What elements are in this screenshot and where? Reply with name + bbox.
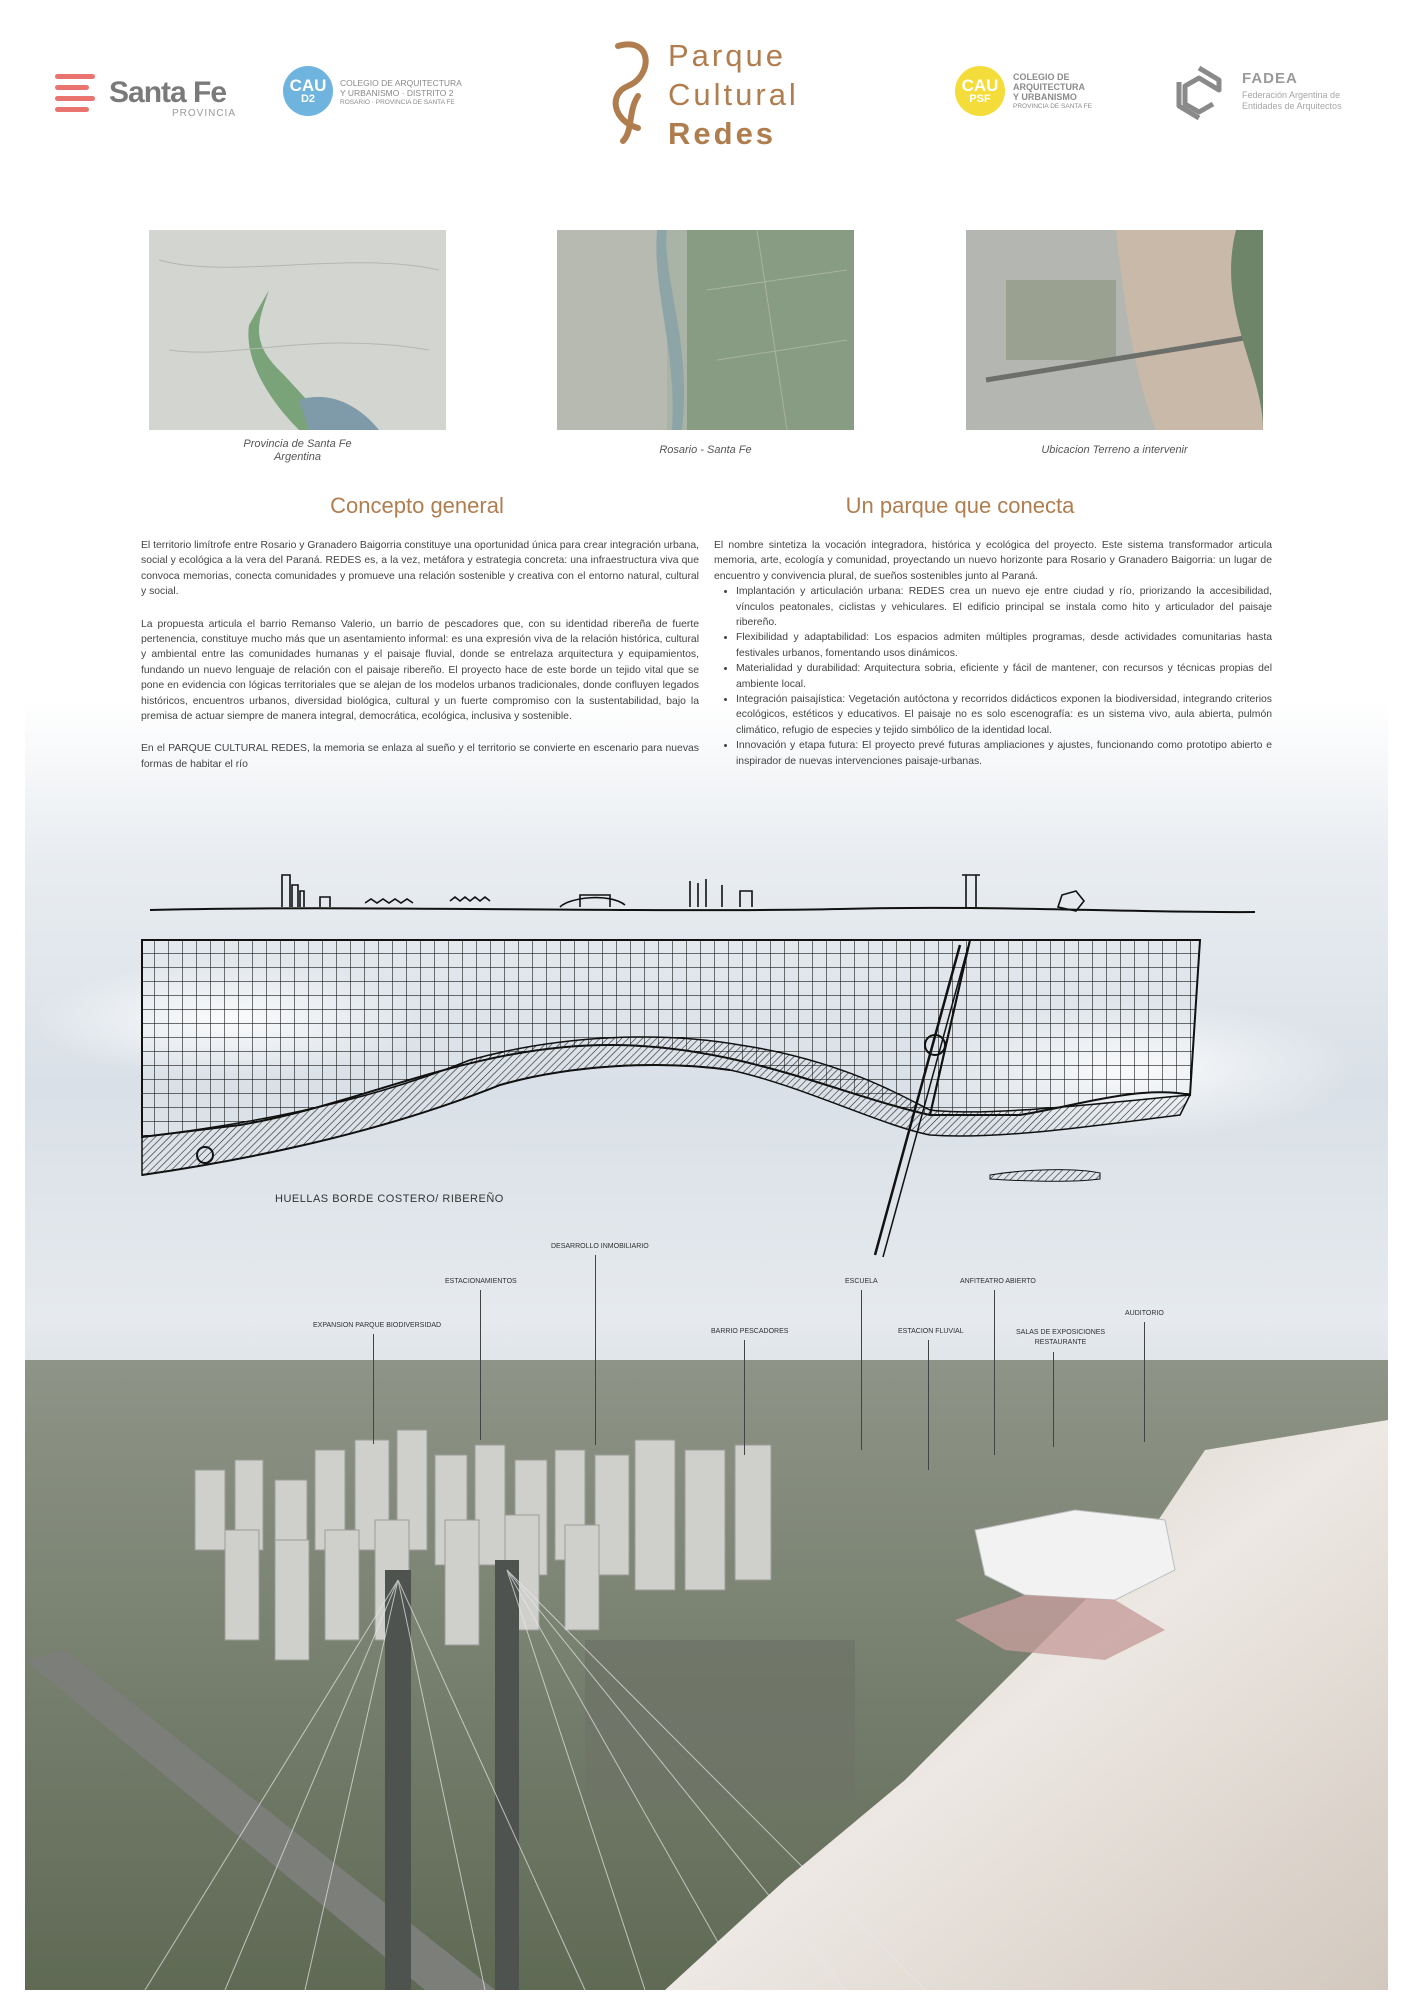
- fadea-logo-icon: [1173, 64, 1225, 120]
- sketch-label: HUELLAS BORDE COSTERO/ RIBEREÑO: [275, 1193, 504, 1205]
- cau-psf-line2: ARQUITECTURA: [1013, 82, 1085, 92]
- map-terreno: [966, 230, 1263, 430]
- map-provincia-image: [149, 230, 446, 430]
- annotation-line: [928, 1340, 929, 1470]
- map-terreno-image: [966, 230, 1263, 430]
- cau-d2-line2: Y URBANISMO · DISTRITO 2: [340, 88, 454, 98]
- annotation-line: [373, 1334, 374, 1444]
- annotation-salas-line1: SALAS DE EXPOSICIONES: [1016, 1329, 1106, 1336]
- annotation-estacion: ESTACION FLUVIAL: [898, 1328, 964, 1335]
- concepto-paragraph-3: En el PARQUE CULTURAL REDES, la memoria se enlaza al sueño y el territorio se convierte en escenario para nuevas formas de habitar el río: [141, 743, 699, 770]
- conecta-bullet: • Integración paisajística: Vegetación autóctona y recorridos didácticos exponen la biodiversidad, integrando criterios ecológicos, estéticos y educativos. El paisaje no es solo escenografía: es un sistema vivo, aula abierta, pulmón climático, refugio de especies y tejido simbólico de la identidad local.: [736, 692, 1272, 738]
- fadea-name: FADEA: [1242, 70, 1298, 87]
- map-rosario: [557, 230, 854, 430]
- title-line-2: Cultural: [668, 77, 799, 112]
- cau-psf-line4: PROVINCIA DE SANTA FE: [1013, 103, 1092, 110]
- conecta-intro: El nombre sintetiza la vocación integradora, histórica y ecológica del proyecto. Este sistema transformador articula memoria, arte, ecología y comunidad, proyectando un nuevo horizonte para Rosario y Granadero Baigorria: un lugar de encuentro y convivencia plural, de sueños sostenibles junto al Paraná.: [714, 540, 1272, 582]
- cau-psf-badge-top: CAU: [961, 76, 999, 95]
- conecta-bullet: • Materialidad y durabilidad: Arquitectura sobria, eficiente y fácil de mantener, con recursos y técnicas propias del ambiente local.: [736, 661, 1272, 692]
- annotation-expansion: EXPANSION PARQUE BIODIVERSIDAD: [313, 1322, 442, 1329]
- cau-d2-badge: [283, 66, 333, 116]
- map-rosario-image: [557, 230, 854, 430]
- annotation-desarrollo: DESARROLLO INMOBILIARIO: [551, 1243, 649, 1250]
- annotation-line: [744, 1340, 745, 1455]
- annotation-barrio: BARRIO PESCADORES: [711, 1328, 789, 1335]
- map-caption-provincia-line1: Provincia de Santa Fe: [243, 438, 352, 450]
- cau-psf-text: [1013, 72, 1092, 112]
- cau-psf-badge-bottom: PSF: [969, 93, 991, 105]
- annotation-line: [1144, 1322, 1145, 1442]
- annotation-auditorio: AUDITORIO: [1125, 1310, 1164, 1317]
- map-caption-terreno: Ubicacion Terreno a intervenir: [1041, 444, 1188, 456]
- annotation-anfiteatro: ANFITEATRO ABIERTO: [960, 1278, 1036, 1285]
- cau-d2-line3: ROSARIO · PROVINCIA DE SANTA FE: [340, 99, 455, 106]
- cau-d2-badge-top: CAU: [289, 76, 327, 95]
- annotation-salas-line2: RESTAURANTE: [1034, 1339, 1087, 1346]
- cau-d2-badge-bottom: D2: [300, 93, 316, 105]
- santa-fe-stripes-icon: [55, 74, 101, 112]
- fadea-line1: Federación Argentina de: [1242, 90, 1341, 100]
- cau-d2-line1: COLEGIO DE ARQUITECTURA: [340, 78, 462, 88]
- santa-fe-sub: PROVINCIA: [172, 108, 237, 119]
- conecta-bullet-list: [714, 584, 1272, 769]
- cau-psf-line1: COLEGIO DE: [1013, 72, 1070, 82]
- aerial-render: [25, 1360, 1388, 1990]
- annotation-line: [1053, 1352, 1054, 1447]
- map-caption-rosario: Rosario - Santa Fe: [659, 444, 752, 456]
- title-line-1: Parque: [668, 38, 786, 73]
- santa-fe-name: Santa Fe: [109, 76, 227, 109]
- conecta-bullet: • Innovación y etapa futura: El proyecto prevé futuras ampliaciones y ajustes, funcionando como prototipo abierto e inspirador de nuevas intervenciones paisaje-urbanas.: [736, 738, 1272, 769]
- concepto-text: [141, 538, 699, 789]
- title-line-3: Redes: [668, 116, 777, 151]
- annotation-line: [595, 1255, 596, 1445]
- cau-d2-text: [340, 78, 462, 108]
- annotation-line: [861, 1290, 862, 1450]
- conecta-bullet: • Flexibilidad y adaptabilidad: Los espacios admiten múltiples programas, desde actividades comunitarias hasta festivales urbanos, fomentando usos dinámicos.: [736, 630, 1272, 661]
- conecta-text: [714, 538, 1272, 769]
- concepto-paragraph-1: El territorio limítrofe entre Rosario y Granadero Baigorria constituye una oportunidad única para crear integración urbana, social y ecológica a la vera del Paraná. REDES es, a la vez, metáfora y estrategia concreta: una infraestructura viva que convoca memorias, conecta comunidades y promueve una relación sostenible y creativa con el entorno natural, cultural y social.: [141, 540, 699, 598]
- annotation-line: [994, 1290, 995, 1455]
- cau-psf-line3: Y URBANISMO: [1013, 92, 1077, 102]
- cau-psf-badge: [955, 66, 1005, 116]
- annotation-salas: [1016, 1329, 1105, 1346]
- map-caption-provincia: [149, 438, 446, 464]
- concepto-title: Concepto general: [330, 493, 504, 518]
- santa-fe-logo: [55, 74, 226, 112]
- fadea-sub: [1242, 90, 1342, 112]
- fadea-line2: Entidades de Arquitectos: [1242, 101, 1342, 111]
- map-caption-provincia-line2: Argentina: [273, 451, 322, 463]
- conecta-bullet: • Implantación y articulación urbana: REDES crea un nuevo eje entre ciudad y río, priorizando la accesibilidad, vínculos peatonales, ciclistas y vehiculares. El edificio principal se instala como hito y articulador del paisaje ribereño.: [736, 584, 1272, 630]
- annotation-line: [480, 1290, 481, 1440]
- map-provincia: [149, 230, 446, 430]
- annotation-escuela: ESCUELA: [845, 1278, 878, 1285]
- concepto-paragraph-2: La propuesta articula el barrio Remanso Valerio, un barrio de pescadores que, con su identidad ribereña de fuerte pertenencia, constituye mucho más que un asentamiento informal: es una expresión viva de la relación histórica, cultural y ambiental entre las comunidades humanas y el paisaje fluvial, donde se entrelaza arquitectura y equipamientos, fundando un nuevo lenguaje de relación con el paisaje ribereño. El proyecto hace de este borde un tejido vital que se pone en evidencia con lógicas territoriales que se alejan de los modelos urbanos tradicionales, donde confluyen legados históricos, encuentros urbanos, diversidad biológica, cultural y un fuerte compromiso con la sustentabilidad, bajo la premisa de actuar siempre de manera integral, democrática, ecológica, inclusiva y sostenible.: [141, 618, 699, 723]
- annotation-estacionamientos: ESTACIONAMIENTOS: [445, 1278, 517, 1285]
- project-title: [598, 36, 799, 153]
- conecta-title: Un parque que conecta: [845, 493, 1075, 518]
